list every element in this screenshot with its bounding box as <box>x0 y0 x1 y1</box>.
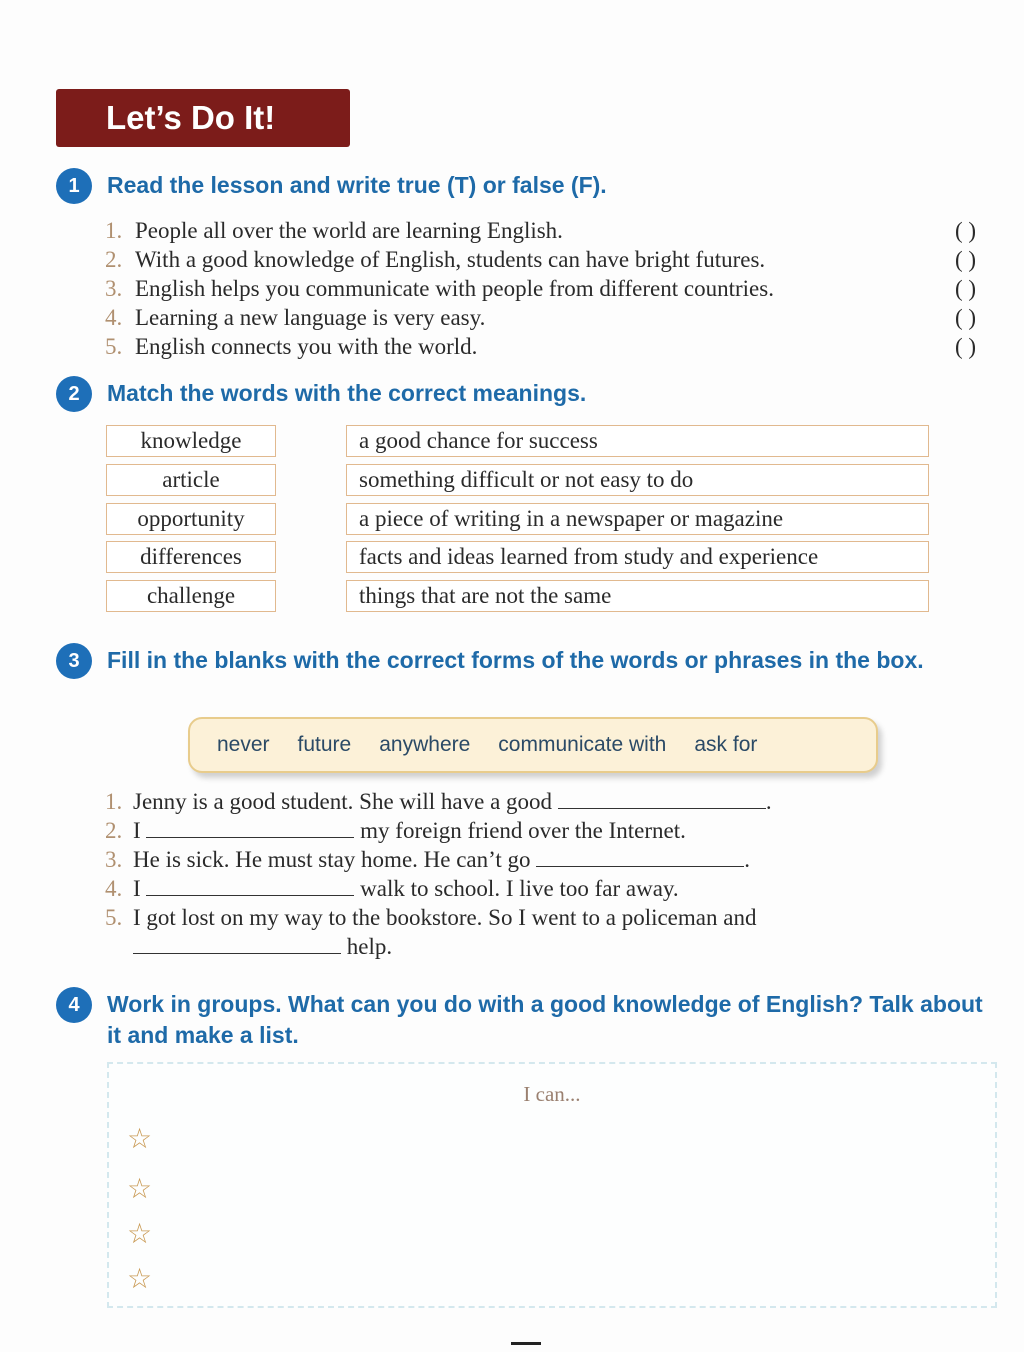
star-icon: ☆ <box>127 1219 153 1250</box>
section-1-header <box>56 168 994 201</box>
word-bank-item: never <box>217 733 270 756</box>
fill-item <box>105 845 985 874</box>
i-can-list-box <box>107 1062 997 1308</box>
answer-blank[interactable] <box>146 817 354 838</box>
item-number: 1. <box>105 789 123 814</box>
word-bank-box <box>188 717 878 773</box>
section-3-heading: Fill in the blanks with the correct forms of the words or phrases in the box. <box>107 647 924 673</box>
word-bank-item: communicate with <box>498 733 667 756</box>
fill-item <box>105 787 985 816</box>
item-number: 3. <box>105 847 123 872</box>
section-2-header <box>56 376 994 409</box>
match-meaning[interactable]: a piece of writing in a newspaper or magazine <box>346 503 929 535</box>
section-number-badge: 1 <box>56 168 92 204</box>
section-4-header <box>56 987 994 1051</box>
fill-text: Jenny is a good student. She will have a good <box>133 789 553 814</box>
match-word[interactable]: differences <box>106 541 276 573</box>
tf-statement: With a good knowledge of English, students can have bright futures. <box>135 247 766 272</box>
star-icon: ☆ <box>127 1174 153 1205</box>
fill-item <box>105 903 985 932</box>
match-meaning[interactable]: something difficult or not easy to do <box>346 464 929 496</box>
tf-item <box>105 216 1005 245</box>
answer-parentheses[interactable]: ( ) <box>955 276 977 301</box>
match-meanings-column <box>346 425 929 619</box>
i-can-title: I can... <box>523 1082 581 1106</box>
fill-text: walk to school. I live too far away. <box>360 876 679 901</box>
section-2-heading: Match the words with the correct meanings. <box>107 380 587 406</box>
answer-parentheses[interactable]: ( ) <box>955 334 977 359</box>
answer-blank[interactable] <box>133 933 341 954</box>
item-number: 5. <box>105 334 123 359</box>
match-meaning[interactable]: facts and ideas learned from study and experience <box>346 541 929 573</box>
word-bank-item: future <box>297 733 352 756</box>
star-icon: ☆ <box>127 1264 153 1295</box>
item-number: 4. <box>105 305 123 330</box>
tf-item <box>105 303 1005 332</box>
section-number-badge: 3 <box>56 643 92 679</box>
answer-parentheses[interactable]: ( ) <box>955 305 977 330</box>
item-number: 2. <box>105 818 123 843</box>
section-number-badge: 2 <box>56 376 92 412</box>
item-number: 1. <box>105 218 123 243</box>
answer-parentheses[interactable]: ( ) <box>955 247 977 272</box>
tf-item <box>105 245 1005 274</box>
fill-item <box>105 874 985 903</box>
fill-item <box>105 816 985 845</box>
match-word[interactable]: article <box>106 464 276 496</box>
fill-text: . <box>744 847 751 872</box>
match-word[interactable]: opportunity <box>106 503 276 535</box>
item-number: 5. <box>105 905 123 930</box>
match-meaning[interactable]: things that are not the same <box>346 580 929 612</box>
word-bank-item: anywhere <box>379 733 471 756</box>
tf-item <box>105 332 1005 361</box>
fill-text: . <box>765 789 772 814</box>
answer-blank[interactable] <box>558 788 766 809</box>
section-1-heading: Read the lesson and write true (T) or false (F). <box>107 172 607 198</box>
item-number: 4. <box>105 876 123 901</box>
item-number: 3. <box>105 276 123 301</box>
fill-text: I <box>133 876 141 901</box>
fill-text: He is sick. He must stay home. He can’t go <box>133 847 531 872</box>
match-word[interactable]: challenge <box>106 580 276 612</box>
word-bank-item: ask for <box>694 733 758 756</box>
page-number-fragment <box>511 1342 541 1349</box>
match-meaning[interactable]: a good chance for success <box>346 425 929 457</box>
true-false-list <box>105 216 1005 361</box>
tf-statement: People all over the world are learning English. <box>135 218 563 243</box>
fill-item-continuation <box>105 932 985 961</box>
match-word[interactable]: knowledge <box>106 425 276 457</box>
fill-text: I <box>133 818 141 843</box>
section-4-heading: Work in groups. What can you do with a good knowledge of English? Talk about it and make a list. <box>107 991 983 1048</box>
section-number-badge: 4 <box>56 987 92 1023</box>
fill-in-blanks-list <box>105 787 985 961</box>
match-words-column <box>106 425 276 619</box>
answer-parentheses[interactable]: ( ) <box>955 218 977 243</box>
tf-item <box>105 274 1005 303</box>
item-number: 2. <box>105 247 123 272</box>
section-3-header <box>56 643 994 676</box>
tf-statement: English connects you with the world. <box>135 334 478 359</box>
fill-text: I got lost on my way to the bookstore. So I went to a policeman and <box>133 905 757 930</box>
tf-statement: English helps you communicate with people from different countries. <box>135 276 774 301</box>
star-icon: ☆ <box>127 1124 153 1155</box>
answer-blank[interactable] <box>146 875 354 896</box>
fill-text: help. <box>346 934 393 959</box>
tf-statement: Learning a new language is very easy. <box>135 305 486 330</box>
lets-do-it-banner: Let’s Do It! <box>56 89 350 147</box>
fill-text: my foreign friend over the Internet. <box>360 818 686 843</box>
answer-blank[interactable] <box>536 846 744 867</box>
